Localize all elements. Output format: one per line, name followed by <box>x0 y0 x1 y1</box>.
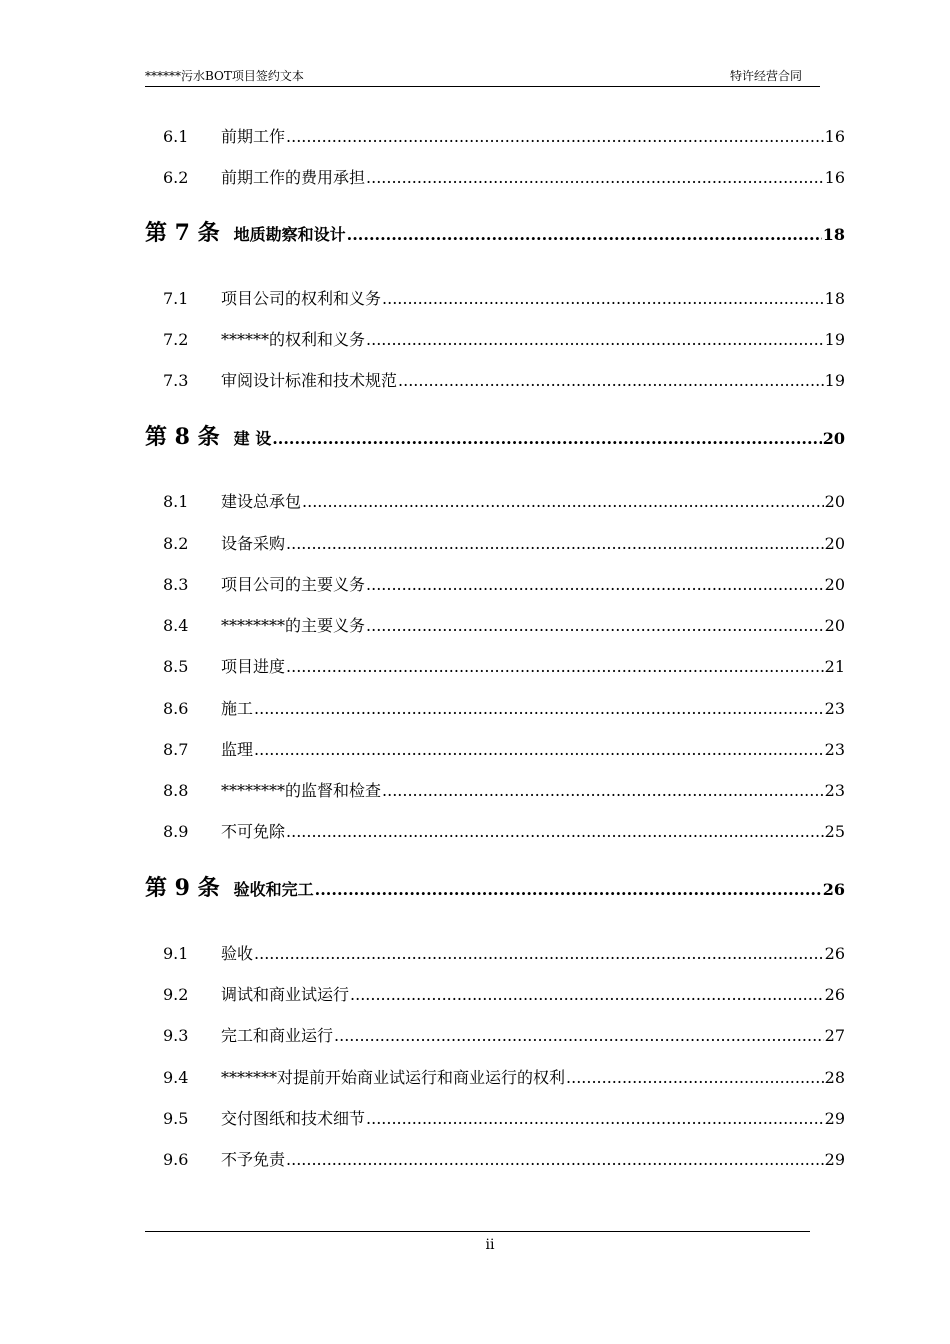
toc-entry-number: 9.1 <box>163 944 189 963</box>
toc-entry[interactable] <box>163 286 845 312</box>
toc-entry-number: 8.2 <box>163 534 189 553</box>
toc-article-heading[interactable] <box>145 420 845 454</box>
toc-leader-dots <box>286 1150 824 1169</box>
toc-entry-number: 8.6 <box>163 699 189 718</box>
toc-entry[interactable] <box>163 572 845 598</box>
toc-entry-number: 8.3 <box>163 575 189 594</box>
toc-entry-page: 21 <box>824 657 845 676</box>
toc-leader-dots <box>286 822 824 841</box>
toc-article-page: 20 <box>822 429 845 448</box>
toc-entry[interactable] <box>163 1023 845 1049</box>
toc-entry[interactable] <box>163 696 845 722</box>
toc-entry-number: 8.7 <box>163 740 189 759</box>
toc-entry-number: 9.3 <box>163 1026 189 1045</box>
toc-entry-number: 8.5 <box>163 657 189 676</box>
toc-article-title: 建 设 <box>233 429 272 448</box>
toc-entry[interactable] <box>163 737 845 763</box>
toc-leader-dots <box>254 699 824 718</box>
toc-entry-page: 27 <box>824 1026 845 1045</box>
toc-entry-page: 19 <box>824 330 845 349</box>
toc-entry-page: 29 <box>824 1109 845 1128</box>
toc-entry-number: 7.2 <box>163 330 189 349</box>
toc-entry-number: 6.1 <box>163 127 189 146</box>
toc-article-title: 地质勘察和设计 <box>233 225 346 244</box>
toc-leader-dots <box>286 534 824 553</box>
toc-entry-title: 项目公司的主要义务 <box>221 575 366 594</box>
toc-entry-page: 16 <box>824 168 845 187</box>
toc-entry-title: ******的权利和义务 <box>221 330 366 349</box>
toc-leader-dots <box>382 289 824 308</box>
toc-entry-title: 施工 <box>221 699 254 718</box>
toc-entry-number: 9.4 <box>163 1068 189 1087</box>
toc-entry-page: 23 <box>824 781 845 800</box>
toc-entry[interactable] <box>163 489 845 515</box>
toc-entry-title: 调试和商业试运行 <box>221 985 350 1004</box>
toc-entry-number: 9.2 <box>163 985 189 1004</box>
toc-entry-title: 交付图纸和技术细节 <box>221 1109 366 1128</box>
toc-entry-page: 26 <box>824 985 845 1004</box>
toc-entry[interactable] <box>163 327 845 353</box>
toc-leader-dots <box>366 330 824 349</box>
toc-entry-title: 完工和商业运行 <box>221 1026 334 1045</box>
toc-leader-dots <box>347 225 822 244</box>
toc-entry[interactable] <box>163 124 845 150</box>
toc-leader-dots <box>254 944 824 963</box>
toc-entry-title: 监理 <box>221 740 254 759</box>
toc-entry-page: 20 <box>824 492 845 511</box>
toc-entry-page: 28 <box>824 1068 845 1087</box>
toc-entry-number: 8.4 <box>163 616 189 635</box>
toc-entry-title: 设备采购 <box>221 534 286 553</box>
toc-entry-page: 23 <box>824 740 845 759</box>
toc-article-page: 26 <box>822 880 845 899</box>
toc-leader-dots <box>334 1026 824 1045</box>
toc-entry-number: 7.3 <box>163 371 189 390</box>
toc-entry-number: 6.2 <box>163 168 189 187</box>
toc-entry-page: 20 <box>824 534 845 553</box>
toc-entry-title: 前期工作的费用承担 <box>221 168 366 187</box>
toc-entry[interactable] <box>163 819 845 845</box>
toc-entry-title: 不可免除 <box>221 822 286 841</box>
toc-entry-page: 19 <box>824 371 845 390</box>
toc-entry[interactable] <box>163 613 845 639</box>
toc-entry[interactable] <box>163 1106 845 1132</box>
toc-entry-page: 29 <box>824 1150 845 1169</box>
toc-entry[interactable] <box>163 982 845 1008</box>
toc-entry-title: 前期工作 <box>221 127 286 146</box>
toc-entry-number: 8.8 <box>163 781 189 800</box>
toc-entry[interactable] <box>163 778 845 804</box>
footer-divider <box>145 1231 810 1232</box>
toc-leader-dots <box>286 127 824 146</box>
page-header <box>145 68 820 87</box>
toc-entry-number: 9.6 <box>163 1150 189 1169</box>
toc-article-heading[interactable] <box>145 871 845 905</box>
toc-entry[interactable] <box>163 941 845 967</box>
toc-leader-dots <box>366 616 824 635</box>
toc-leader-dots <box>350 985 824 1004</box>
toc-leader-dots <box>398 371 824 390</box>
toc-entry[interactable] <box>163 368 845 394</box>
toc-entry-title: 项目进度 <box>221 657 286 676</box>
toc-leader-dots <box>286 657 824 676</box>
toc-leader-dots <box>366 168 824 187</box>
footer-page-number: ii <box>485 1237 495 1253</box>
toc-leader-dots <box>382 781 824 800</box>
toc-entry-number: 7.1 <box>163 289 189 308</box>
toc-leader-dots <box>302 492 824 511</box>
toc-entry[interactable] <box>163 1065 845 1091</box>
toc-article-heading[interactable] <box>145 216 845 250</box>
toc-entry-title: 建设总承包 <box>221 492 302 511</box>
toc-entry[interactable] <box>163 165 845 191</box>
toc-entry-page: 25 <box>824 822 845 841</box>
toc-leader-dots <box>566 1068 824 1087</box>
toc-entry-page: 16 <box>824 127 845 146</box>
toc-article-title: 验收和完工 <box>233 880 314 899</box>
toc-article-label: 第 8 条 <box>145 424 220 450</box>
toc-entry-number: 8.1 <box>163 492 189 511</box>
toc-entry-page: 23 <box>824 699 845 718</box>
toc-leader-dots <box>366 1109 824 1128</box>
toc-entry[interactable] <box>163 1147 845 1173</box>
toc-entry-number: 8.9 <box>163 822 189 841</box>
toc-entry[interactable] <box>163 531 845 557</box>
toc-entry[interactable] <box>163 654 845 680</box>
toc-leader-dots <box>272 429 822 448</box>
toc-leader-dots <box>366 575 824 594</box>
toc-leader-dots <box>315 880 822 899</box>
toc-entry-page: 20 <box>824 575 845 594</box>
toc-entry-title: 审阅设计标准和技术规范 <box>221 371 398 390</box>
toc-entry-title: ********的监督和检查 <box>221 781 382 800</box>
header-contract-type: 特许经营合同 <box>729 69 802 83</box>
toc-entry-title: 项目公司的权利和义务 <box>221 289 382 308</box>
toc-entry-page: 26 <box>824 944 845 963</box>
toc-entry-number: 9.5 <box>163 1109 189 1128</box>
toc-article-label: 第 7 条 <box>145 220 220 246</box>
header-document-title: ******污水BOT项目签约文本 <box>145 69 304 83</box>
toc-leader-dots <box>254 740 824 759</box>
toc-entry-title: 验收 <box>221 944 254 963</box>
toc-entry-page: 20 <box>824 616 845 635</box>
toc-entry-title: *******对提前开始商业试运行和商业运行的权利 <box>221 1068 566 1087</box>
toc-entry-title: ********的主要义务 <box>221 616 366 635</box>
toc-entry-page: 18 <box>824 289 845 308</box>
toc-entry-title: 不予免责 <box>221 1150 286 1169</box>
toc-article-page: 18 <box>822 225 845 244</box>
toc-article-label: 第 9 条 <box>145 875 220 901</box>
